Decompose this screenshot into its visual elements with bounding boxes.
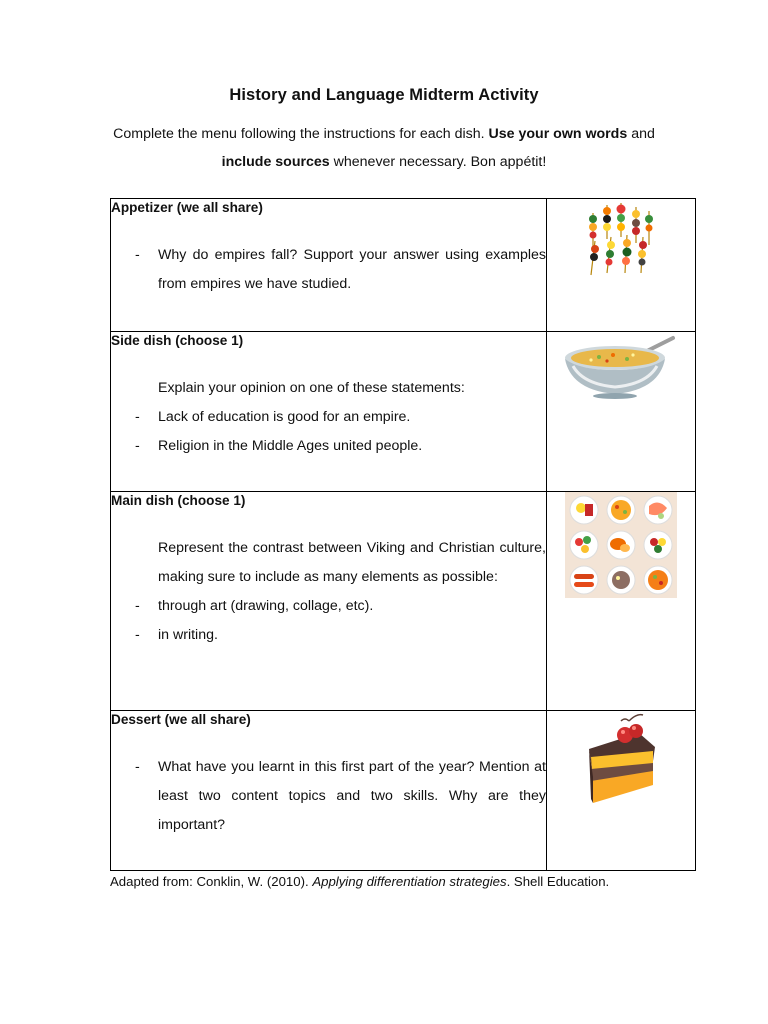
side-dish-cell <box>111 332 547 492</box>
dessert-image-cell <box>547 711 696 871</box>
main-dish-prompt: Represent the contrast between Viking and Christian culture, making sure to include as many elements as possible: <box>158 540 546 585</box>
appetizer-heading: Appetizer (we all share) <box>111 200 263 215</box>
soup-bowl-icon <box>561 332 681 402</box>
menu-row-main-dish <box>111 492 696 711</box>
citation-title: Applying differentiation strategies <box>312 874 507 889</box>
cake-slice-icon <box>581 711 661 807</box>
appetizer-cell <box>111 199 547 332</box>
list-item: - What have you learnt in this first part of the year? Mention at least two content topics and two skills. Why are they important? <box>135 759 546 833</box>
side-dish-prompt: Explain your opinion on one of these statements: <box>158 380 465 396</box>
list-item: - Why do empires fall? Support your answer using examples from empires we have studied. <box>135 247 546 292</box>
page-title: History and Language Midterm Activity <box>229 86 539 104</box>
intro-emphasis: include sources <box>221 154 330 170</box>
menu-row-dessert <box>111 711 696 871</box>
side-dish-heading: Side dish (choose 1) <box>111 333 244 348</box>
menu-table <box>110 198 696 871</box>
list-item: - in writing. <box>135 627 218 643</box>
skewers-icon <box>581 199 661 279</box>
main-dish-heading: Main dish (choose 1) <box>111 493 246 508</box>
intro-text: Complete the menu following the instructions for each dish. <box>113 126 489 142</box>
main-dish-cell <box>111 492 547 711</box>
list-item: - Religion in the Middle Ages united people. <box>135 438 423 454</box>
food-plates-icon <box>565 492 677 598</box>
appetizer-image-cell <box>547 199 696 332</box>
dessert-cell <box>111 711 547 871</box>
menu-row-appetizer <box>111 199 696 332</box>
side-dish-image-cell <box>547 332 696 492</box>
intro-emphasis: Use your own words <box>488 126 628 142</box>
list-item: - through art (drawing, collage, etc). <box>135 598 374 614</box>
list-item: - Lack of education is good for an empire. <box>135 409 411 425</box>
intro-text: and <box>627 126 655 142</box>
main-dish-image-cell <box>547 492 696 711</box>
menu-row-side-dish <box>111 332 696 492</box>
dessert-heading: Dessert (we all share) <box>111 712 251 727</box>
intro-text: whenever necessary. Bon appétit! <box>329 154 547 170</box>
source-citation: Adapted from: Conklin, W. (2010). Applying differentiation strategies. Shell Education. <box>110 874 610 889</box>
intro-instructions <box>110 120 658 176</box>
